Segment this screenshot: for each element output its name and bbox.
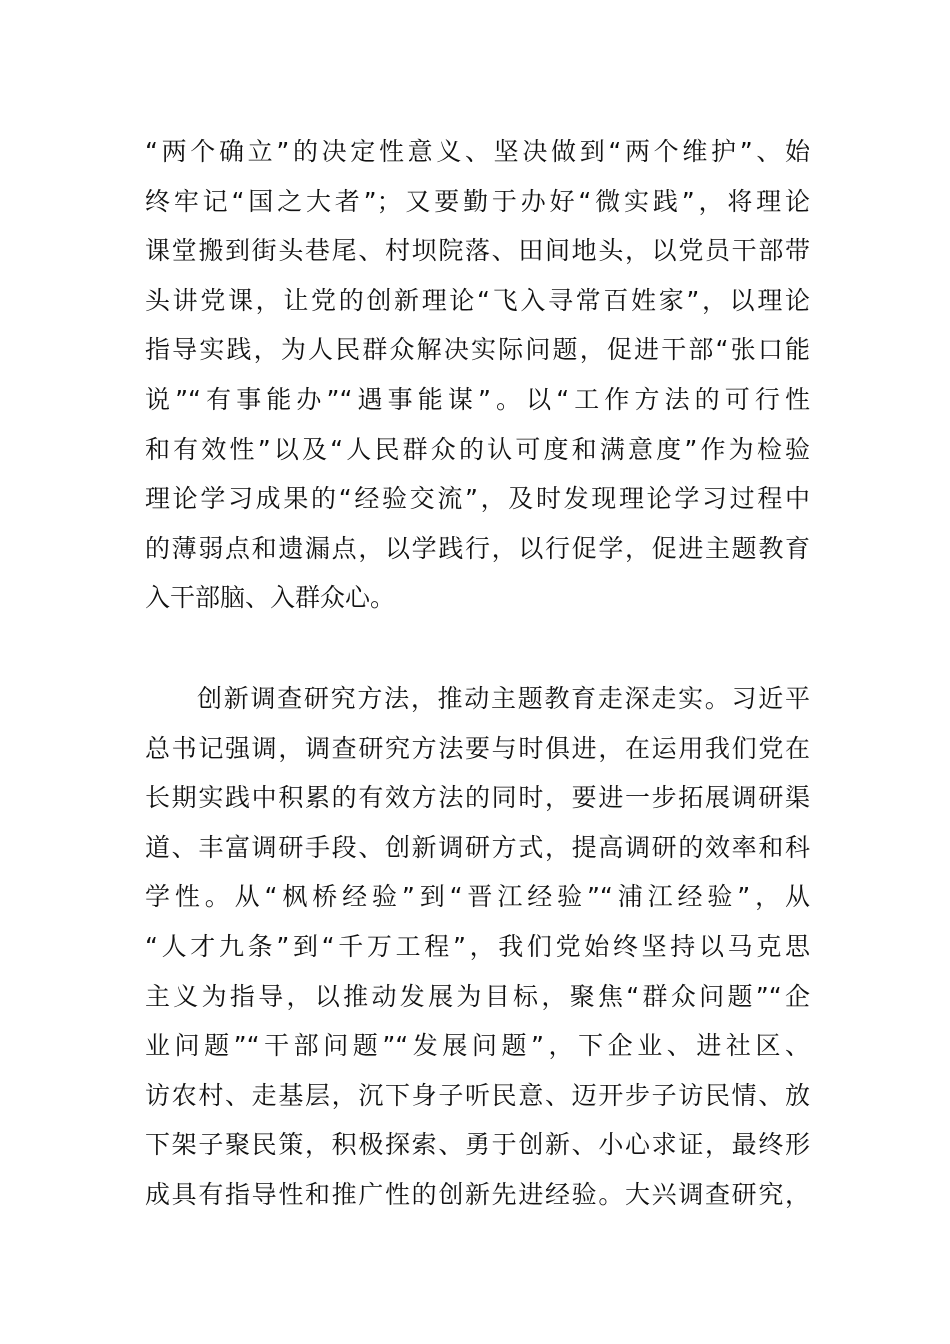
paragraph-line: “人才九条”到“千万工程”，我们党始终坚持以马克思	[145, 931, 810, 961]
paragraph-line: 主义为指导，以推动发展为目标，聚焦“群众问题”“企	[145, 981, 810, 1011]
paragraph-line: 说”“有事能办”“遇事能谋”。以“工作方法的可行性	[145, 384, 810, 414]
paragraph-line: 入干部脑、入群众心。	[145, 583, 396, 613]
paragraph-2	[145, 674, 810, 1220]
paragraph-line: 学性。从“枫桥经验”到“晋江经验”“浦江经验”，从	[145, 882, 810, 912]
paragraph-line: 创新调查研究方法，推动主题教育走深走实。习近平	[197, 684, 810, 713]
paragraph-line: 道、丰富调研手段、创新调研方式，提高调研的效率和科	[145, 832, 810, 862]
paragraph-line: 头讲党课，让党的创新理论“飞入寻常百姓家”，以理论	[145, 285, 810, 315]
paragraph-line: 终牢记“国之大者”；又要勤于办好“微实践”，将理论	[145, 186, 810, 216]
paragraph-line: 和有效性”以及“人民群众的认可度和满意度”作为检验	[145, 434, 810, 464]
paragraph-line: 下架子聚民策，积极探索、勇于创新、小心求证，最终形	[145, 1130, 810, 1160]
paragraph-line: 理论学习成果的“经验交流”，及时发现理论学习过程中	[145, 484, 810, 514]
paragraph-line: 成具有指导性和推广性的创新先进经验。大兴调查研究，	[145, 1179, 810, 1209]
paragraph-line: 的薄弱点和遗漏点，以学践行，以行促学，促进主题教育	[145, 533, 810, 563]
paragraph-line: 访农村、走基层，沉下身子听民意、迈开步子访民情、放	[145, 1080, 810, 1110]
paragraph-line: “两个确立”的决定性意义、坚决做到“两个维护”、始	[145, 137, 810, 166]
paragraph-line: 总书记强调，调查研究方法要与时俱进，在运用我们党在	[145, 733, 810, 763]
paragraph-line: 业问题”“干部问题”“发展问题”，下企业、进社区、	[145, 1031, 810, 1061]
paragraph-line: 指导实践，为人民群众解决实际问题，促进干部“张口能	[145, 335, 810, 365]
paragraph-1	[145, 127, 810, 623]
paragraph-line: 课堂搬到街头巷尾、村坝院落、田间地头，以党员干部带	[145, 236, 810, 266]
paragraph-line: 长期实践中积累的有效方法的同时，要进一步拓展调研渠	[145, 783, 810, 813]
